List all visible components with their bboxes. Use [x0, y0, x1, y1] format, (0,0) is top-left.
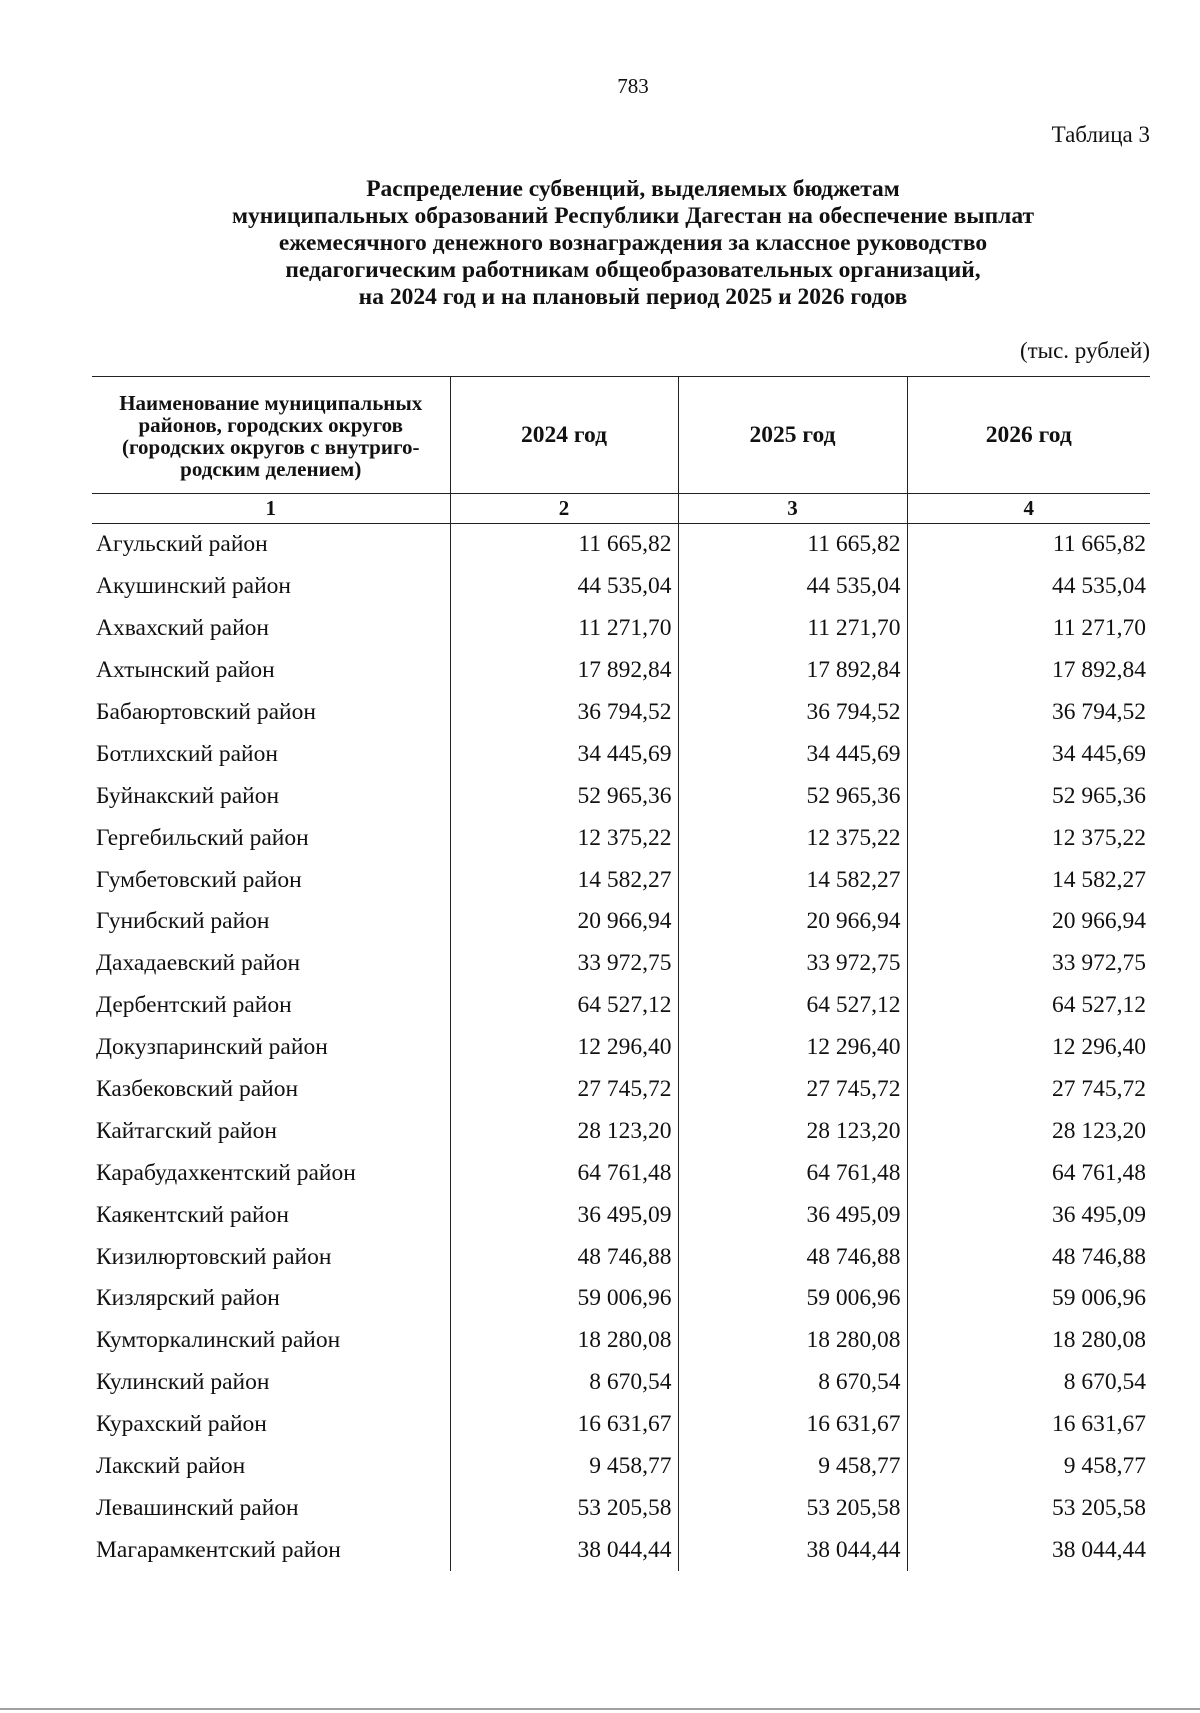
table-row: [92, 1487, 1150, 1529]
table-row: [92, 817, 1150, 859]
table-row: [92, 1027, 1150, 1069]
column-header-name: [92, 377, 450, 494]
table-row: [92, 650, 1150, 692]
municipality-name: Кизлярский район: [96, 1285, 280, 1312]
municipality-name: Агульский район: [96, 531, 268, 558]
scan-edge-line: [0, 1708, 1200, 1710]
value-2025: 11 665,82: [678, 524, 907, 566]
value-2025: 64 761,48: [678, 1152, 907, 1194]
municipality-name: Кулинский район: [96, 1369, 270, 1396]
header-name-line: районов, городских округов: [138, 413, 403, 437]
header-name-line: Наименование муниципальных: [119, 391, 423, 415]
municipality-name: Карабудахкентский район: [96, 1159, 356, 1186]
header-name-line: (городских округов с внутриго-: [122, 435, 420, 459]
table-row: [92, 985, 1150, 1027]
value-2024: 27 745,72: [450, 1069, 678, 1111]
value-2024: 44 535,04: [450, 566, 678, 608]
table-row: [92, 524, 1150, 566]
value-2026: 8 670,54: [907, 1362, 1150, 1404]
municipality-name: Гунибский район: [96, 908, 270, 935]
table-row: [92, 1404, 1150, 1446]
value-2026: 28 123,20: [907, 1110, 1150, 1152]
column-header-2024: 2024 год: [450, 377, 678, 494]
document-title: [150, 176, 1116, 311]
value-2026: 44 535,04: [907, 566, 1150, 608]
value-2024: 64 527,12: [450, 985, 678, 1027]
value-2026: 16 631,67: [907, 1404, 1150, 1446]
value-2026: 53 205,58: [907, 1487, 1150, 1529]
value-2026: 11 271,70: [907, 608, 1150, 650]
table-row: [92, 1236, 1150, 1278]
value-2025: 16 631,67: [678, 1404, 907, 1446]
value-2024: 20 966,94: [450, 901, 678, 943]
municipality-name: Левашинский район: [96, 1494, 299, 1521]
municipality-name: Бабаюртовский район: [96, 699, 316, 725]
value-2025: 9 458,77: [678, 1446, 907, 1488]
value-2025: 33 972,75: [678, 943, 907, 985]
table-row: [92, 733, 1150, 775]
table-row: [92, 943, 1150, 985]
municipality-name: Лакский район: [96, 1453, 246, 1480]
value-2024: 48 746,88: [450, 1236, 678, 1278]
value-2025: 36 495,09: [678, 1194, 907, 1236]
value-2025: 52 965,36: [678, 775, 907, 817]
page-number: 783: [617, 74, 649, 98]
header-name-line: родским делением): [180, 457, 362, 481]
title-line: на 2024 год и на плановый период 2025 и 2026 годов: [358, 284, 908, 310]
municipality-name: Ахвахский район: [96, 615, 269, 642]
municipality-name: Каякентский район: [96, 1201, 289, 1228]
table-row: [92, 1320, 1150, 1362]
value-2024: 12 296,40: [450, 1027, 678, 1069]
value-2025: 18 280,08: [678, 1320, 907, 1362]
table-row: [92, 1110, 1150, 1152]
table-label: Таблица 3: [1051, 122, 1150, 147]
column-number: 2: [450, 494, 678, 524]
value-2026: 52 965,36: [907, 775, 1150, 817]
value-2025: 28 123,20: [678, 1110, 907, 1152]
value-2024: 38 044,44: [450, 1529, 678, 1571]
value-2025: 53 205,58: [678, 1487, 907, 1529]
column-header-2026: 2026 год: [907, 377, 1150, 494]
title-line: ежемесячного денежного вознаграждения за классное руководство: [278, 230, 988, 256]
value-2025: 11 271,70: [678, 608, 907, 650]
value-2025: 44 535,04: [678, 566, 907, 608]
municipality-name: Кизилюртовский район: [96, 1243, 332, 1270]
value-2026: 34 445,69: [907, 733, 1150, 775]
value-2026: 11 665,82: [907, 524, 1150, 566]
value-2025: 48 746,88: [678, 1236, 907, 1278]
value-2026: 59 006,96: [907, 1278, 1150, 1320]
table-row: [92, 1152, 1150, 1194]
value-2026: 12 375,22: [907, 817, 1150, 859]
value-2026: 18 280,08: [907, 1320, 1150, 1362]
municipality-name: Ахтынский район: [96, 657, 275, 684]
table-row: [92, 566, 1150, 608]
municipality-name: Дахадаевский район: [96, 950, 301, 977]
table-row: [92, 692, 1150, 734]
value-2025: 36 794,52: [678, 692, 907, 734]
municipality-name: Кайтагский район: [96, 1117, 277, 1144]
value-2026: 64 527,12: [907, 985, 1150, 1027]
municipality-name: Гумбетовский район: [96, 866, 302, 893]
column-number: 3: [678, 494, 907, 524]
value-2026: 12 296,40: [907, 1027, 1150, 1069]
value-2025: 64 527,12: [678, 985, 907, 1027]
value-2025: 12 296,40: [678, 1027, 907, 1069]
value-2024: 36 495,09: [450, 1194, 678, 1236]
table-row: [92, 1362, 1150, 1404]
municipality-name: Казбековский район: [96, 1076, 299, 1103]
table-row: [92, 1069, 1150, 1111]
municipality-name: Гергебильский район: [96, 824, 309, 851]
value-2024: 8 670,54: [450, 1362, 678, 1404]
municipality-name: Акушинский район: [96, 573, 292, 600]
value-2026: 36 794,52: [907, 692, 1150, 734]
value-2024: 17 892,84: [450, 650, 678, 692]
value-2025: 8 670,54: [678, 1362, 907, 1404]
value-2026: 38 044,44: [907, 1529, 1150, 1571]
value-2025: 34 445,69: [678, 733, 907, 775]
value-2024: 9 458,77: [450, 1446, 678, 1488]
header-row: [92, 377, 1150, 494]
subvention-table: [92, 376, 1150, 1571]
units-label: (тыс. рублей): [1019, 338, 1150, 363]
value-2024: 11 271,70: [450, 608, 678, 650]
value-2024: 18 280,08: [450, 1320, 678, 1362]
value-2025: 17 892,84: [678, 650, 907, 692]
table-row: [92, 1278, 1150, 1320]
value-2026: 17 892,84: [907, 650, 1150, 692]
value-2024: 14 582,27: [450, 859, 678, 901]
value-2026: 36 495,09: [907, 1194, 1150, 1236]
value-2025: 20 966,94: [678, 901, 907, 943]
value-2024: 11 665,82: [450, 524, 678, 566]
column-number-row: [92, 494, 1150, 524]
table-row: [92, 1529, 1150, 1571]
value-2025: 14 582,27: [678, 859, 907, 901]
table-body: [92, 524, 1150, 1572]
municipality-name: Докузпаринский район: [96, 1034, 328, 1061]
value-2025: 59 006,96: [678, 1278, 907, 1320]
value-2024: 33 972,75: [450, 943, 678, 985]
table-row: [92, 901, 1150, 943]
municipality-name: Буйнакский район: [96, 782, 280, 809]
value-2024: 16 631,67: [450, 1404, 678, 1446]
value-2024: 28 123,20: [450, 1110, 678, 1152]
value-2024: 64 761,48: [450, 1152, 678, 1194]
column-header-2025: 2025 год: [678, 377, 907, 494]
value-2025: 27 745,72: [678, 1069, 907, 1111]
title-line: педагогическим работникам общеобразовательных организаций,: [285, 257, 981, 283]
value-2024: 52 965,36: [450, 775, 678, 817]
title-line: Распределение субвенций, выделяемых бюджетам: [366, 176, 900, 202]
value-2026: 64 761,48: [907, 1152, 1150, 1194]
title-line: муниципальных образований Республики Дагестан на обеспечение выплат: [231, 203, 1035, 229]
value-2026: 27 745,72: [907, 1069, 1150, 1111]
table-row: [92, 1446, 1150, 1488]
table-row: [92, 608, 1150, 650]
value-2026: 9 458,77: [907, 1446, 1150, 1488]
value-2024: 53 205,58: [450, 1487, 678, 1529]
municipality-name: Дербентский район: [96, 992, 292, 1019]
municipality-name: Курахский район: [96, 1411, 267, 1438]
value-2025: 38 044,44: [678, 1529, 907, 1571]
table-row: [92, 1194, 1150, 1236]
value-2026: 14 582,27: [907, 859, 1150, 901]
value-2024: 12 375,22: [450, 817, 678, 859]
table-row: [92, 859, 1150, 901]
value-2024: 34 445,69: [450, 733, 678, 775]
value-2024: 59 006,96: [450, 1278, 678, 1320]
column-number: 1: [92, 494, 450, 524]
value-2026: 48 746,88: [907, 1236, 1150, 1278]
municipality-name: Кумторкалинский район: [96, 1327, 341, 1354]
value-2026: 20 966,94: [907, 901, 1150, 943]
value-2024: 36 794,52: [450, 692, 678, 734]
municipality-name: Магарамкентский район: [96, 1536, 341, 1563]
table-row: [92, 775, 1150, 817]
value-2026: 33 972,75: [907, 943, 1150, 985]
column-number: 4: [907, 494, 1150, 524]
value-2025: 12 375,22: [678, 817, 907, 859]
municipality-name: Ботлихский район: [96, 740, 278, 767]
